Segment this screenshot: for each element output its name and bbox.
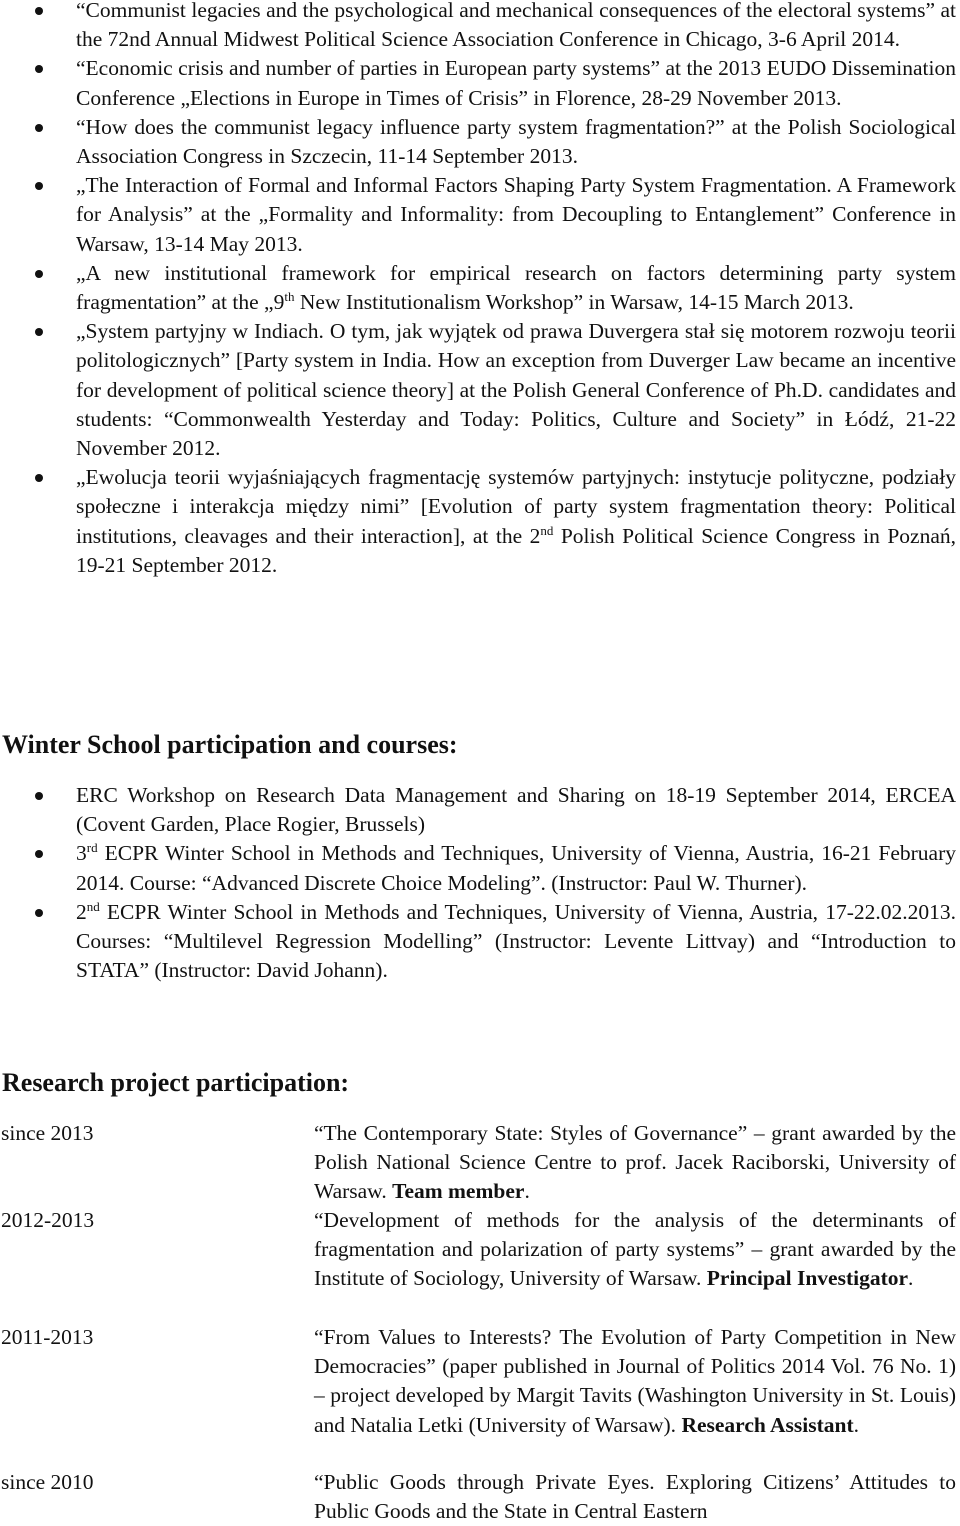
ordinal-suffix: nd: [540, 522, 554, 538]
bullet-icon: [35, 792, 43, 800]
item-text: „A new institutional framework for empirical research on factors determining party system fragmentation” at the „9: [76, 260, 956, 315]
bullet-icon: [35, 909, 43, 917]
winter-school-heading: Winter School participation and courses:: [2, 730, 458, 759]
project-description: “Public Goods through Private Eyes. Exploring Citizens’ Attitudes to Public Goods and the State in Central Eastern: [314, 1470, 956, 1524]
project-entry: [0, 1206, 960, 1294]
winter-school-list: [0, 781, 960, 985]
item-text: „System partyjny w Indiach. O tym, jak wyjątek od prawa Duvergera stał się motorem rozwoju teorii politologicznych” [Party system in India. How an exception from Duverger Law became an incentive for development of political science theory] at the Polish General Conference of Ph.D. candidates and students: “Commonwealth Yesterday and Today: Politics, Culture and Society” in Łódź, 21-22 November 2012.: [76, 319, 956, 461]
project-description: “The Contemporary State: Styles of Governance” – grant awarded by the Polish National Science Centre to prof. Jacek Raciborski, University of Warsaw. Team member.: [314, 1121, 956, 1204]
bullet-icon: [35, 124, 43, 132]
project-role: Team member: [392, 1179, 525, 1204]
project-description: “Development of methods for the analysis of the determinants of fragmentation and polarization of party systems” – grant awarded by the Institute of Sociology, University of Warsaw. Principal Investigator.: [314, 1208, 956, 1291]
list-item: [0, 463, 960, 580]
bullet-icon: [35, 7, 43, 15]
list-item: [0, 781, 960, 839]
ordinal-suffix: nd: [86, 898, 100, 914]
item-text: Polish Political Science Congress in Poznań, 19-21 September 2012.: [76, 523, 956, 577]
project-period: since 2010: [1, 1470, 94, 1494]
bullet-icon: [35, 270, 43, 278]
research-heading: Research project participation:: [2, 1068, 350, 1097]
item-text: ECPR Winter School in Methods and Techniques, University of Vienna, Austria, 17-22.02.2013. Courses: “Multilevel Regression Modelling” (Instructor: Levente Littvay) and “Introduction to STATA” (Instructor: David Johann).: [76, 899, 956, 983]
presentations-list: [0, 0, 960, 580]
project-period: 2011-2013: [1, 1325, 94, 1349]
item-text: „Ewolucja teorii wyjaśniających fragmentację systemów partyjnych: instytucje polityczne, podziały społeczne i interakcja między nimi” [Evolution of party system fragmentation theory: Political institutions, cleavages and their interaction], at the 2: [76, 465, 956, 548]
item-text: New Institutionalism Workshop” in Warsaw, 14-15 March 2013.: [294, 290, 854, 315]
list-item: [0, 317, 960, 463]
project-description: “From Values to Interests? The Evolution of Party Competition in New Democracies” (paper published in Journal of Politics 2014 Vol. 76 No. 1) – project developed by Margit Tavits (Washington University in St. Louis) and Natalia Letki (University of Warsaw). Research Assistant.: [314, 1325, 956, 1437]
ordinal-suffix: th: [284, 288, 295, 304]
item-text: “Communist legacies and the psychological and mechanical consequences of the electoral systems” at the 72nd Annual Midwest Political Science Association Conference in Chicago, 3-6 April 2014.: [76, 0, 956, 52]
item-text: „The Interaction of Formal and Informal Factors Shaping Party System Fragmentation. A Framework for Analysis” at the „Formality and Informality: from Decoupling to Entanglement” Conference in Warsaw, 13-14 May 2013.: [76, 173, 956, 256]
list-item: [0, 898, 960, 986]
item-text: 2: [76, 899, 87, 924]
project-entry: [0, 1323, 960, 1440]
item-text: 3: [76, 841, 87, 866]
bullet-icon: [35, 182, 43, 190]
list-item: [0, 0, 960, 54]
list-item: [0, 259, 960, 317]
project-role: Research Assistant: [681, 1412, 854, 1437]
item-text: “Economic crisis and number of parties in European party systems” at the 2013 EUDO Dissemination Conference „Elections in Europe in Times of Crisis” in Florence, 28-29 November 2013.: [76, 56, 956, 110]
list-item: [0, 839, 960, 897]
item-text: ECPR Winter School in Methods and Techniques, University of Vienna, Austria, 16-21 February 2014. Course: “Advanced Discrete Choice Modeling”. (Instructor: Paul W. Thurner).: [76, 841, 956, 895]
list-item: [0, 113, 960, 171]
bullet-icon: [35, 850, 43, 858]
project-role: Principal Investigator: [706, 1266, 909, 1291]
bullet-icon: [35, 474, 43, 482]
list-item: [0, 54, 960, 112]
project-entry: [0, 1468, 960, 1526]
list-item: [0, 171, 960, 259]
project-entry: [0, 1119, 960, 1207]
project-period: since 2013: [1, 1121, 94, 1145]
project-period: 2012-2013: [1, 1208, 95, 1232]
bullet-icon: [35, 65, 43, 73]
bullet-icon: [35, 328, 43, 336]
item-text: “How does the communist legacy influence party system fragmentation?” at the Polish Sociological Association Congress in Szczecin, 11-14 September 2013.: [76, 114, 956, 169]
item-text: ERC Workshop on Research Data Management and Sharing on 18-19 September 2014, ERCEA (Covent Garden, Place Rogier, Brussels): [76, 783, 956, 837]
ordinal-suffix: rd: [86, 840, 98, 856]
